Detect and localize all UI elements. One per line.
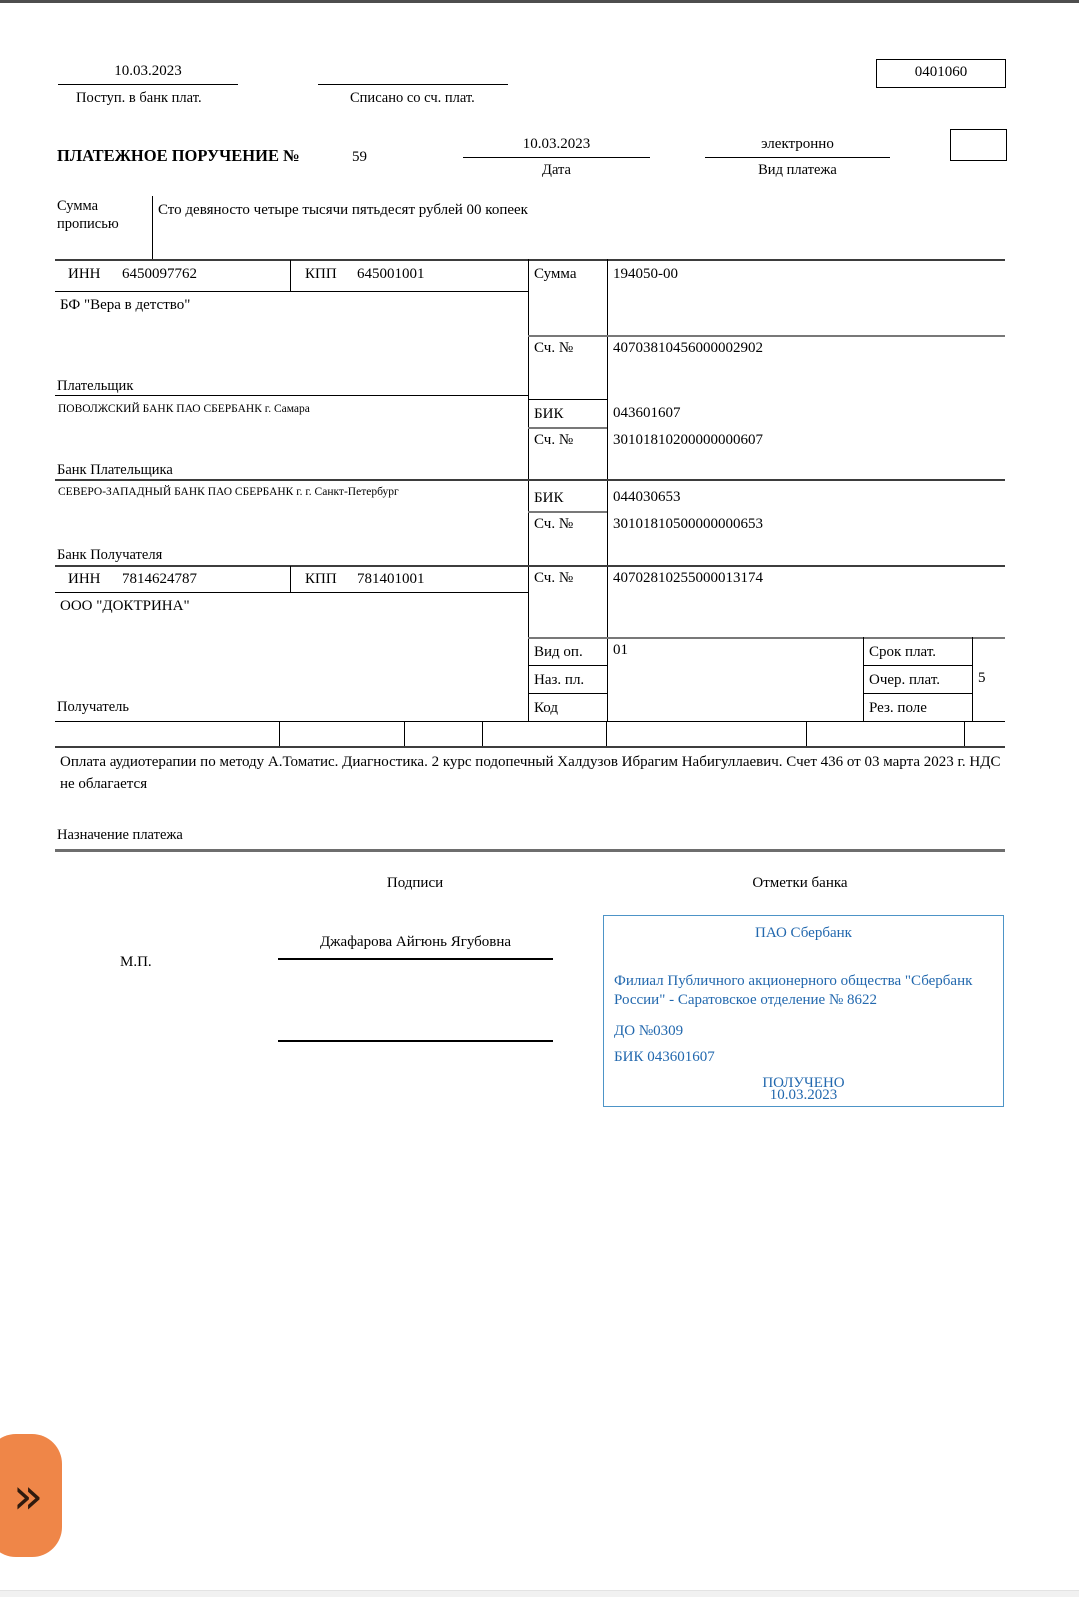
divider	[279, 722, 280, 746]
payment-kind-value: электронно	[761, 136, 834, 152]
form-code: 0401060	[914, 64, 968, 80]
signature-line	[278, 1040, 553, 1042]
payment-order-label: Очер. плат.	[869, 672, 940, 688]
divider	[607, 259, 608, 722]
received-in-bank-date: 10.03.2023	[114, 63, 182, 79]
payer-kpp: 645001001	[357, 266, 425, 282]
payer-bank-bik-label: БИК	[534, 406, 564, 422]
debited-from-account-label: Списано со сч. плат.	[350, 90, 475, 106]
signer-name: Джафарова Айгюнь Ягубовна	[319, 934, 512, 950]
payer-inn-label: ИНН	[68, 266, 101, 282]
payee-inn: 7814624787	[122, 571, 197, 587]
op-kind-value: 01	[613, 642, 628, 658]
divider	[318, 84, 508, 85]
status-checkbox	[950, 129, 1007, 161]
bottom-edge-bar	[0, 1590, 1079, 1597]
received-in-bank-label: Поступ. в банк плат.	[76, 90, 202, 106]
payee-account-label: Сч. №	[534, 570, 574, 586]
divider	[528, 693, 607, 694]
payee-label: Получатель	[57, 699, 129, 715]
divider	[290, 260, 291, 291]
payee-kpp: 781401001	[357, 571, 425, 587]
divider	[463, 157, 650, 158]
divider	[290, 566, 291, 592]
divider	[55, 746, 1005, 748]
divider	[705, 157, 890, 158]
payee-bank-account: 30101810500000000653	[613, 516, 763, 532]
stamp-bik: БИК 043601607	[614, 1049, 715, 1065]
op-kind-label: Вид оп.	[534, 644, 583, 660]
payer-account-label: Сч. №	[534, 340, 574, 356]
top-edge-bar	[0, 0, 1079, 3]
amount-in-words: Сто девяносто четыре тысячи пятьдесят рублей 00 копеек	[158, 202, 528, 218]
divider	[528, 637, 1005, 639]
chevron-double-right-icon: »	[12, 1466, 44, 1525]
stamp-branch: Филиал Публичного акционерного общества "Сбербанк России" - Саратовское отделение № 8622	[614, 973, 973, 1008]
divider	[863, 693, 972, 694]
divider	[528, 511, 607, 513]
payee-name: ООО "ДОКТРИНА"	[60, 598, 190, 614]
divider	[152, 196, 153, 260]
document-number: 59	[352, 149, 367, 165]
stamp-bank-name: ПАО Сбербанк	[755, 925, 852, 941]
stamp-office: ДО №0309	[614, 1023, 684, 1039]
payee-bank-label: Банк Получателя	[57, 547, 163, 563]
bank-marks-heading: Отметки банка	[752, 875, 848, 891]
payee-bank-bik-label: БИК	[534, 490, 564, 506]
payee-bank-account-label: Сч. №	[534, 516, 574, 532]
payee-bank-bik: 044030653	[613, 489, 681, 505]
payer-name: БФ "Вера в детство"	[60, 297, 191, 313]
divider	[863, 637, 864, 722]
divider	[606, 722, 607, 746]
divider	[482, 722, 483, 746]
amount-words-label: Сумма прописью	[57, 198, 119, 233]
payer-label: Плательщик	[57, 378, 134, 394]
purpose-code-label: Наз. пл.	[534, 672, 585, 688]
date-label: Дата	[542, 162, 571, 178]
divider	[528, 335, 1005, 337]
signature-line	[278, 958, 553, 960]
payer-inn: 6450097762	[122, 266, 197, 282]
divider	[55, 592, 528, 593]
payee-inn-label: ИНН	[68, 571, 101, 587]
form-code-box	[876, 59, 1006, 88]
divider	[806, 722, 807, 746]
payer-bank-account: 30101810200000000607	[613, 432, 763, 448]
expand-panel-button[interactable]	[0, 1434, 62, 1557]
divider	[528, 259, 529, 722]
divider	[55, 849, 1005, 852]
payment-purpose-label: Назначение платежа	[57, 827, 183, 843]
document-date: 10.03.2023	[522, 136, 591, 152]
payer-bank-label: Банк Плательщика	[57, 462, 173, 478]
payer-bank-account-label: Сч. №	[534, 432, 574, 448]
payer-account: 40703810456000002902	[613, 340, 763, 356]
payer-bank-bik: 043601607	[613, 405, 681, 421]
bank-stamp-box	[603, 915, 1004, 1107]
divider	[964, 722, 965, 746]
payment-purpose-text: Оплата аудиотерапии по методу А.Томатис. Диагностика. 2 курс подопечный Халдузов Ибрагим Набигуллаевич. Счет 436 от 03 марта 2023 г. НДС не облагается	[60, 754, 1001, 792]
payment-order-value: 5	[978, 670, 986, 686]
signatures-heading: Подписи	[386, 875, 444, 891]
due-date-label: Срок плат.	[869, 644, 937, 660]
document-title: ПЛАТЕЖНОЕ ПОРУЧЕНИЕ №	[57, 146, 300, 165]
payer-kpp-label: КПП	[305, 266, 337, 282]
divider	[972, 637, 973, 722]
payee-kpp-label: КПП	[305, 571, 337, 587]
reserve-field-label: Рез. поле	[869, 700, 927, 716]
divider	[55, 259, 1005, 261]
divider	[58, 84, 238, 85]
stamp-date: 10.03.2023	[769, 1087, 838, 1103]
stamp-status: ПОЛУЧЕНО	[762, 1075, 845, 1091]
amount-label: Сумма	[534, 266, 577, 282]
payee-bank-name: СЕВЕРО-ЗАПАДНЫЙ БАНК ПАО СБЕРБАНК г. г. Санкт-Петербург	[58, 486, 399, 498]
code-label: Код	[534, 700, 558, 716]
divider	[528, 399, 607, 400]
stamp-place-label: М.П.	[120, 954, 152, 970]
divider	[55, 291, 528, 292]
divider	[404, 722, 405, 746]
divider	[528, 665, 607, 666]
divider	[55, 565, 1005, 567]
divider	[55, 721, 1005, 722]
divider	[528, 427, 607, 429]
divider	[55, 479, 1005, 481]
divider	[863, 665, 972, 666]
payee-account: 40702810255000013174	[613, 570, 763, 586]
payment-kind-label: Вид платежа	[758, 162, 837, 178]
amount-value: 194050-00	[613, 266, 678, 282]
payer-bank-name: ПОВОЛЖСКИЙ БАНК ПАО СБЕРБАНК г. Самара	[58, 403, 310, 415]
divider	[55, 395, 528, 396]
